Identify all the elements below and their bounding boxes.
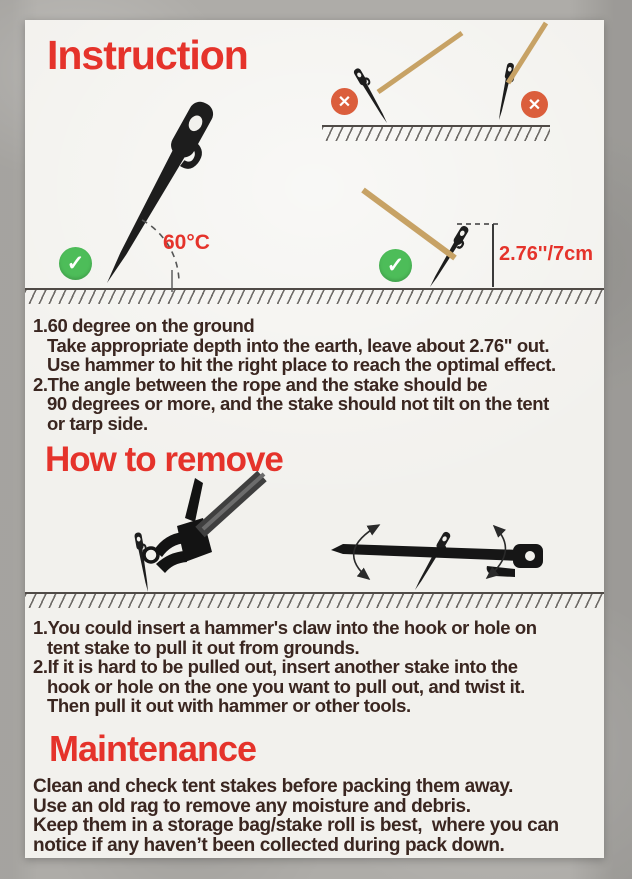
remove-step-line: tent stake to pull it out from grounds.	[47, 636, 360, 658]
maintenance-line: notice if any haven’t been collected during pack down.	[33, 834, 505, 856]
twist-stake-illustration	[331, 525, 543, 594]
remove-step-line: Then pull it out with hammer or other tools.	[47, 695, 411, 717]
instruction-step-line: or tarp side.	[47, 412, 148, 434]
height-label: 2.76''/7cm	[499, 243, 594, 265]
instruction-text-block	[33, 316, 556, 434]
hammer-handle-highlight	[203, 474, 264, 529]
maintenance-line: Use an old rag to remove any moisture and debris.	[33, 795, 471, 817]
maintenance-text-block	[33, 777, 559, 855]
wrong-cross-icon: ✕	[521, 91, 548, 118]
remove-step-line: 1.You could insert a hammer's claw into the hook or hole on	[33, 617, 537, 638]
horizontal-stake-icon	[331, 544, 543, 577]
instruction-step-line: 1.60 degree on the ground	[33, 315, 255, 336]
angle-label: 60°C	[163, 231, 210, 254]
rope-icon	[363, 190, 455, 258]
maintenance-line: Keep them in a storage bag/stake roll is best, where you can	[33, 815, 559, 837]
remove-step-line: 2.If it is hard to be pulled out, insert another stake into the	[33, 656, 518, 678]
instruction-step-line: Use hammer to hit the right place to reach the optimal effect.	[47, 354, 556, 376]
instruction-step-line: 90 degrees or more, and the stake should not tilt on the tent	[47, 393, 549, 415]
stake-hole-icon	[525, 551, 535, 561]
wrong-angle-stake-left-illustration	[353, 33, 462, 125]
correct-check-icon: ✓	[59, 247, 92, 280]
hammer-pull-stake-illustration	[134, 474, 264, 593]
instruction-step-line: Take appropriate depth into the earth, leave about 2.76" out.	[47, 334, 550, 356]
instruction-step-line: 2.The angle between the rope and the stake should be	[33, 373, 488, 395]
section-title-instruction: Instruction	[47, 32, 248, 78]
rope-icon	[508, 23, 546, 83]
remove-text-block	[33, 618, 537, 716]
paper-sheet	[25, 20, 604, 858]
rope-icon	[378, 33, 462, 92]
section-title-maintenance: Maintenance	[49, 728, 257, 769]
wrong-cross-icon: ✕	[331, 88, 358, 115]
correct-check-icon: ✓	[379, 249, 412, 282]
maintenance-line: Clean and check tent stakes before packing them away.	[33, 776, 514, 797]
sixty-degree-stake-illustration	[96, 98, 225, 294]
section-title-remove: How to remove	[45, 440, 283, 479]
remove-step-line: hook or hole on the one you want to pull out, and twist it.	[47, 675, 525, 697]
